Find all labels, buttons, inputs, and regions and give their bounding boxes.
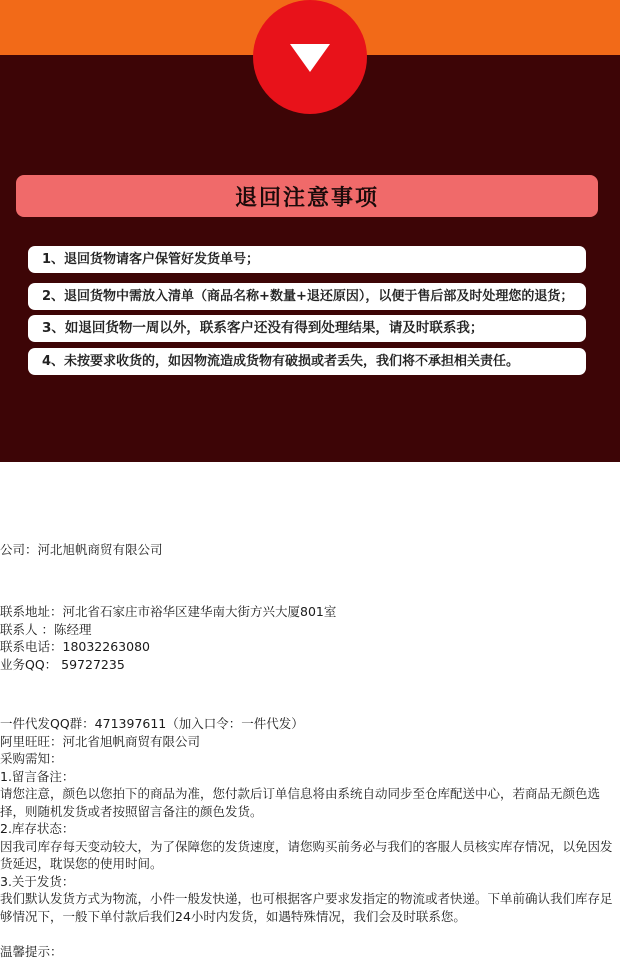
qq-group: 一件代发QQ群：471397611（加入口令：一件代发） <box>0 716 304 731</box>
spacer <box>0 925 620 943</box>
remark-title: 1.留言备注： <box>0 768 75 784</box>
purchase-notes-block <box>0 715 620 960</box>
red-circle-badge <box>253 0 367 114</box>
stock-body: 因我司库存每天变动较大，为了保障您的发货速度，请您购买前务必与我们的客服人员核实库存情况，以免因发货延迟，耽误您的使用时间。 <box>0 838 613 871</box>
purchase-notice-title: 采购需知： <box>0 751 63 766</box>
return-note-2: 2、退回货物中需放入清单（商品名称+数量+退还原因），以便于售后部及时处理您的退货； <box>28 283 586 310</box>
remark-body: 请您注意，颜色以您拍下的商品为准，您付款后订单信息将由系统自动同步至仓库配送中心，若商品无颜色选择，则随机发货或者按照留言备注的颜色发货。 <box>0 786 601 819</box>
contact-person: 联系人 ：陈经理 <box>0 621 92 637</box>
return-note-3: 3、如退回货物一周以外，联系客户还没有得到处理结果，请及时联系我； <box>28 315 586 342</box>
tips-title: 温馨提示： <box>0 943 63 959</box>
down-triangle-icon <box>290 44 330 72</box>
contact-phone: 联系电话：18032263080 <box>0 639 150 654</box>
contact-address: 联系地址：河北省石家庄市裕华区建华南大街方兴大厦801室 <box>0 604 337 619</box>
company-name: 公司：河北旭帆商贸有限公司 <box>0 542 163 557</box>
shipping-title: 3.关于发货： <box>0 873 75 889</box>
stock-title: 2.库存状态： <box>0 821 75 836</box>
return-note-4: 4、未按要求收货的，如因物流造成货物有破损或者丢失，我们将不承担相关责任。 <box>28 348 586 375</box>
business-qq: 业务QQ： 59727235 <box>0 656 125 672</box>
aliwangwang: 阿里旺旺：河北省旭帆商贸有限公司 <box>0 733 201 749</box>
contact-block <box>0 603 620 673</box>
shipping-body: 我们默认发货方式为物流，小件一般发快递，也可根据客户要求发指定的物流或者快递。下单前确认我们库存足够情况下，一般下单付款后我们24小时内发货，如遇特殊情况，我们会及时联系您。 <box>0 891 613 924</box>
company-name-block <box>0 541 620 559</box>
return-notice-title: 退回注意事项 <box>16 175 598 217</box>
return-note-1: 1、退回货物请客户保管好发货单号； <box>28 246 586 273</box>
